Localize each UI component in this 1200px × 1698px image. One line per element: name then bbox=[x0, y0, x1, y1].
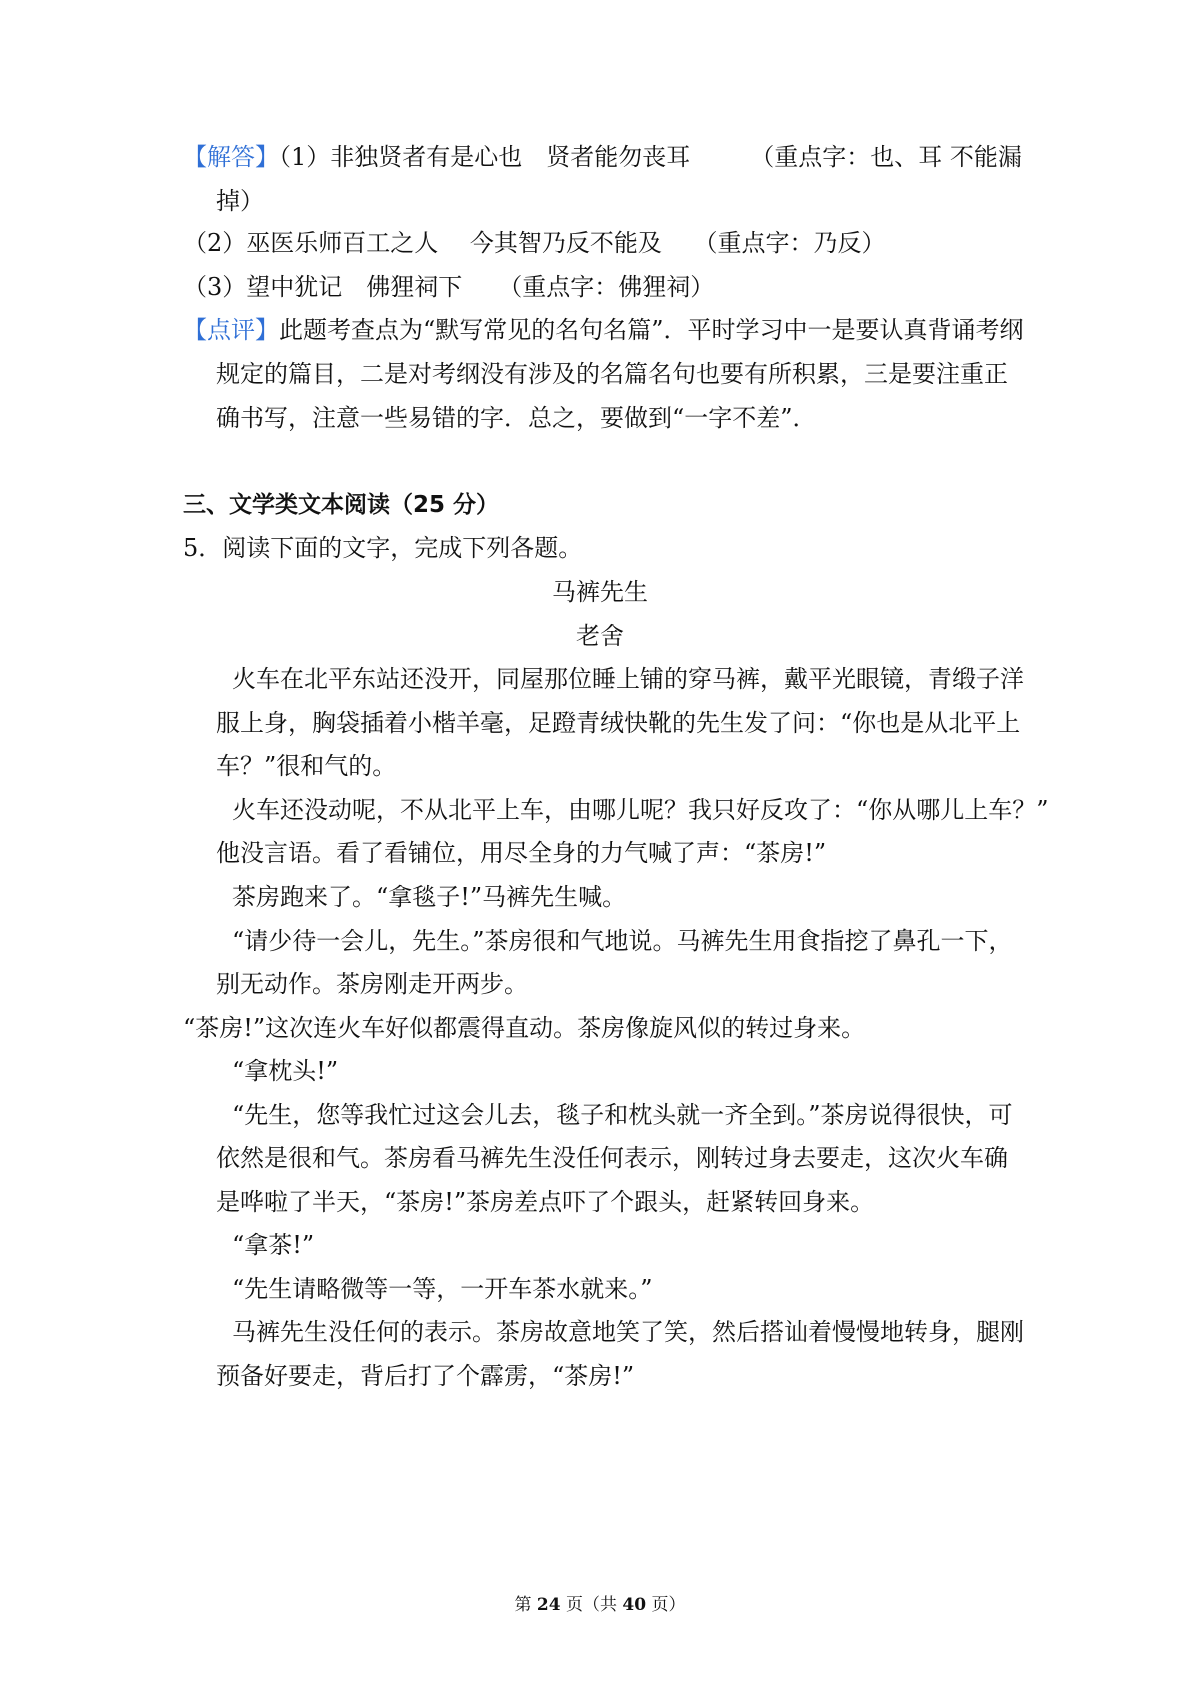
article-line: 火车在北平东站还没开，同屋那位睡上铺的穿马裤，戴平光眼镜，青缎子洋 bbox=[232, 665, 1024, 693]
page-footer bbox=[0, 1593, 1200, 1617]
footer-total-pages: 40 bbox=[622, 1595, 647, 1615]
article-line: 别无动作。茶房刚走开两步。 bbox=[216, 970, 528, 998]
article-line: 依然是很和气。茶房看马裤先生没任何表示，刚转过身去要走，这次火车确 bbox=[216, 1144, 1008, 1172]
article-line: 马裤先生没任何的表示。茶房故意地笑了笑，然后搭讪着慢慢地转身，腿刚 bbox=[232, 1318, 1024, 1346]
article-line: “先生请略微等一等，一开车茶水就来。” bbox=[232, 1275, 653, 1303]
article-line: “拿茶!” bbox=[232, 1231, 315, 1259]
answer-line-3: （2）巫医乐师百工之人 今其智乃反不能及 （重点字：乃反） bbox=[183, 229, 886, 257]
footer-suffix: 页） bbox=[646, 1595, 686, 1615]
article-title: 马裤先生 bbox=[552, 578, 648, 606]
article-line: “先生，您等我忙过这会儿去，毯子和枕头就一齐全到。”茶房说得很快，可 bbox=[232, 1101, 1013, 1129]
article-line: 预备好要走，背后打了个霹雳，“茶房!” bbox=[216, 1362, 635, 1390]
answer-line-2: 掉） bbox=[216, 187, 264, 215]
comment-tag: 【点评】 bbox=[183, 316, 279, 344]
article-line: 车？”很和气的。 bbox=[216, 752, 397, 780]
footer-middle: 页（共 bbox=[560, 1595, 623, 1615]
comment-line-3: 确书写，注意一些易错的字．总之，要做到“一字不差”． bbox=[216, 404, 817, 432]
answer-line-1 bbox=[183, 140, 1023, 174]
article-line: 茶房跑来了。“拿毯子!”马裤先生喊。 bbox=[232, 883, 627, 911]
comment-text-1: 此题考查点为“默写常见的名句名篇”．平时学习中一是要认真背诵考纲 bbox=[279, 316, 1024, 344]
question-prompt: 5．阅读下面的文字，完成下列各题。 bbox=[183, 534, 583, 562]
comment-line-1 bbox=[183, 313, 1023, 347]
article-line: “拿枕头!” bbox=[232, 1057, 339, 1085]
article-line: “请少待一会儿，先生。”茶房很和气地说。马裤先生用食指挖了鼻孔一下， bbox=[232, 927, 1013, 955]
article-line: 是哗啦了半天，“茶房!”茶房差点吓了个跟头，赶紧转回身来。 bbox=[216, 1188, 875, 1216]
footer-page-number: 24 bbox=[536, 1595, 561, 1615]
footer-prefix: 第 bbox=[514, 1595, 537, 1615]
article-line: 火车还没动呢，不从北平上车，由哪儿呢？我只好反攻了：“你从哪儿上车？” bbox=[232, 796, 1049, 824]
section-heading: 三、文学类文本阅读（25 分） bbox=[183, 492, 500, 518]
comment-line-2: 规定的篇目，二是对考纲没有涉及的名篇名句也要有所积累，三是要注重正 bbox=[216, 360, 1008, 388]
article-line: 服上身，胸袋插着小楷羊毫，足蹬青绒快靴的先生发了问：“你也是从北平上 bbox=[216, 709, 1021, 737]
answer-text-1: （1）非独贤者有是心也 贤者能勿丧耳 （重点字：也、耳 不能漏 bbox=[279, 143, 1022, 171]
answer-line-4: （3）望中犹记 佛狸祠下 （重点字：佛狸祠） bbox=[183, 273, 715, 301]
answer-tag: 【解答】 bbox=[183, 143, 279, 171]
article-line: 他没言语。看了看铺位，用尽全身的力气喊了声：“茶房!” bbox=[216, 839, 827, 867]
article-line: “茶房!”这次连火车好似都震得直动。茶房像旋风似的转过身来。 bbox=[183, 1014, 866, 1042]
article-author: 老舍 bbox=[576, 622, 624, 650]
